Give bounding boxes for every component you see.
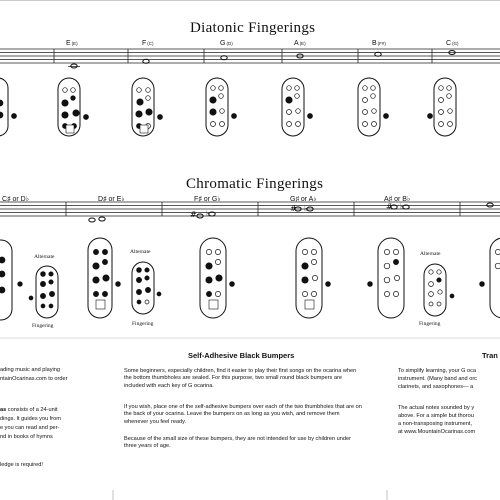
hole-open [146,96,151,101]
chromatic-note-label: F♯ or G♭ [194,196,221,203]
hole-closed [102,249,107,254]
hole-open [439,122,444,127]
hole-open [146,88,151,93]
hole-closed [136,277,141,282]
hole-closed [136,289,141,294]
hole-closed [62,112,68,118]
diatonic-note-label: C(G) [446,40,459,47]
hole-open [448,122,453,127]
ocarina-body [424,264,446,316]
left-line: nd in books of hymns [0,434,53,440]
hole-closed [41,272,46,277]
right-line: To simplify learning, your G oca [398,368,477,374]
hole-closed [0,287,5,293]
hole-closed [210,97,216,103]
hole-closed [49,304,53,308]
thumb-hole [230,282,235,287]
note-head [71,64,77,68]
hole-open [206,249,211,254]
hole-closed [206,291,211,296]
svg-text:♭: ♭ [304,204,308,213]
left-line: e you can read and per- [0,425,60,431]
hole-closed [103,275,109,281]
thumb-hole [116,282,121,287]
hole-closed [206,263,212,269]
bumpers-paragraph: Because of the small size of these bumpers, they are not intended for use by children under three years of age. [124,436,351,450]
chromatic-note-label: C♯ or D♭ [2,196,30,203]
thumb-hole [158,115,163,120]
hole-open [384,277,390,283]
chromatic-note-label: G♯ or A♭ [290,196,317,203]
thumbhole-mark [305,300,314,309]
hole-open [363,98,368,103]
hole-closed [93,263,99,269]
fingering-caption: Fingering [32,323,54,329]
left-line: ading music and playing [0,367,61,373]
hole-open [363,110,368,115]
hole-open [219,94,224,99]
hole-closed [0,100,3,106]
hole-open [287,86,292,91]
hole-open [429,270,433,274]
thumb-hole [428,114,433,119]
thumb-hole [326,282,331,287]
hole-closed [71,96,76,101]
chromatic-staff [0,202,500,216]
hole-open [220,109,225,114]
hole-closed [41,304,45,308]
hole-closed [40,281,45,286]
alternate-caption: Alternate [420,251,441,257]
ocarina-body [206,78,228,136]
hole-open [287,122,292,127]
ocarina-body [0,240,12,320]
hole-open [439,86,444,91]
hole-open [363,86,368,91]
hole-open [384,263,390,269]
hole-closed [0,257,5,263]
chromatic-note-label: D♯ or E♭ [98,196,125,203]
hole-open [372,122,377,127]
hole-open [437,302,441,306]
hole-open [394,275,399,280]
thumb-hole [232,114,237,119]
hole-closed [137,99,143,105]
hole-closed [302,277,308,283]
hole-open [437,270,441,274]
hole-open [63,88,68,93]
hole-closed [137,300,141,304]
thumb-hole [29,296,33,300]
hole-open [384,291,389,296]
diatonic-staff [0,49,500,63]
hole-open [302,249,307,254]
hole-closed [216,275,222,281]
hole-closed [136,111,142,117]
hole-closed [0,112,3,118]
hole-closed [145,276,149,280]
hole-open [145,300,149,304]
svg-text:#: # [386,202,393,211]
right-line: at www.MountainOcarinas.com [398,429,476,435]
hole-open [215,259,220,264]
thumb-hole [12,114,17,119]
hole-closed [393,259,398,264]
hole-open [439,98,444,103]
hole-open [219,86,224,91]
hole-open [393,249,398,254]
hole-open [311,291,316,296]
right-line: above. For a simple but thorou [398,413,474,419]
left-line: as consists of a 24-unit [0,407,58,413]
hole-closed [49,272,53,276]
thumbhole-mark [66,125,74,133]
thumb-hole [480,282,485,287]
diatonic-note-label: G(D) [220,40,233,47]
hole-closed [93,291,98,296]
ocarina-body [378,238,404,318]
right-line: The actual notes sounded by y [398,405,475,411]
hole-closed [93,277,99,283]
hole-open [295,86,300,91]
thumb-hole [157,292,161,296]
fingering-caption: Fingering [132,321,154,327]
hole-open [220,122,225,127]
hole-closed [145,287,150,292]
hole-open [137,88,142,93]
hole-closed [49,291,54,296]
hole-open [372,109,377,114]
hole-open [439,110,444,115]
hole-closed [437,278,441,282]
hole-open [215,291,220,296]
hole-open [287,110,292,115]
ocarina-body [36,266,58,318]
hole-open [429,292,434,297]
right-line: clarinets, and saxophones— a [398,384,474,390]
note-head [89,218,95,222]
hole-closed [62,100,68,106]
ocarina-body [282,78,304,136]
hole-closed [102,259,107,264]
alternate-caption: Alternate [34,254,55,260]
bumpers-paragraph: If you wish, place one of the self-adhesive bumpers over each of the two thumbholes that are on the back of your ocarina. Leave the bumpers on as long as you wish, and remove them whenever you feel ready. [124,404,362,425]
svg-text:#: # [290,204,297,213]
diatonic-note-label: F(C) [142,40,154,47]
hole-open [429,282,434,287]
hole-closed [302,263,308,269]
svg-text:♭: ♭ [400,202,404,211]
hole-open [211,86,216,91]
thumb-hole [84,115,89,120]
hole-closed [40,293,45,298]
chromatic-note-label: A♯ or B♭ [384,196,411,203]
hole-closed [0,271,5,277]
hole-open [495,249,500,254]
hole-closed [145,268,149,272]
hole-open [215,249,220,254]
thumb-hole [384,114,389,119]
hole-open [448,109,453,114]
hole-open [495,263,500,269]
hole-closed [137,268,142,273]
hole-closed [286,97,292,103]
hole-open [429,302,433,306]
hole-open [384,249,389,254]
diatonic-title: Diatonic Fingerings [190,20,316,36]
hole-closed [102,291,107,296]
fingering-caption: Fingering [419,321,441,327]
hole-open [296,122,301,127]
hole-closed [73,110,79,116]
ocarina-body [434,78,456,136]
hole-open [447,94,452,99]
ocarina-body [358,78,380,136]
hole-closed [210,109,216,115]
right-line: a non-transposing instrument, [398,421,473,427]
note-head [99,217,105,221]
diatonic-note-label: E(E) [66,40,78,47]
diatonic-note-label: A(E) [294,40,306,47]
svg-text:#: # [190,210,197,219]
hole-open [363,122,368,127]
thumb-hole [368,282,373,287]
hole-open [302,291,307,296]
hole-open [295,94,300,99]
bumpers-paragraph: Some beginners, especially children, find it easier to play their first songs on the ocarina when the bottom thumbholes are sealed. For this purpose, two small round black bumpers are included with each key of G ocarina. [124,368,357,389]
left-line: ntainOcarinas.com to order [0,376,68,382]
thumb-hole [308,114,313,119]
thumb-hole [18,282,23,287]
svg-text:♭: ♭ [206,209,210,218]
thumbhole-mark [209,300,218,309]
thumb-hole [450,294,454,298]
hole-closed [146,109,152,115]
left-line: ledge is required! [0,462,43,468]
hole-open [312,275,317,280]
note-head [487,203,493,207]
hole-open [311,249,316,254]
left-line: dings. It guides you from [0,416,61,422]
hole-closed [206,277,212,283]
hole-closed [93,249,98,254]
bumpers-heading: Self-Adhesive Black Bumpers [188,351,295,360]
hole-open [211,122,216,127]
hole-open [71,88,76,93]
hole-closed [49,280,53,284]
thumbhole-mark [140,125,148,133]
chromatic-title: Chromatic Fingerings [186,176,324,192]
hole-open [447,86,452,91]
hole-open [296,109,301,114]
hole-open [393,291,398,296]
hole-open [311,259,316,264]
ocarina-body [132,262,154,314]
thumbhole-mark [96,300,105,309]
hole-open [438,290,442,294]
alternate-caption: Alternate [130,249,151,255]
right-line: instrument. (Many band and orc [398,376,477,382]
hole-open [371,94,376,99]
right-heading: Tran [482,351,498,360]
ocarina-body [0,78,8,136]
diatonic-note-label: B(F#) [372,40,386,47]
hole-open [371,86,376,91]
